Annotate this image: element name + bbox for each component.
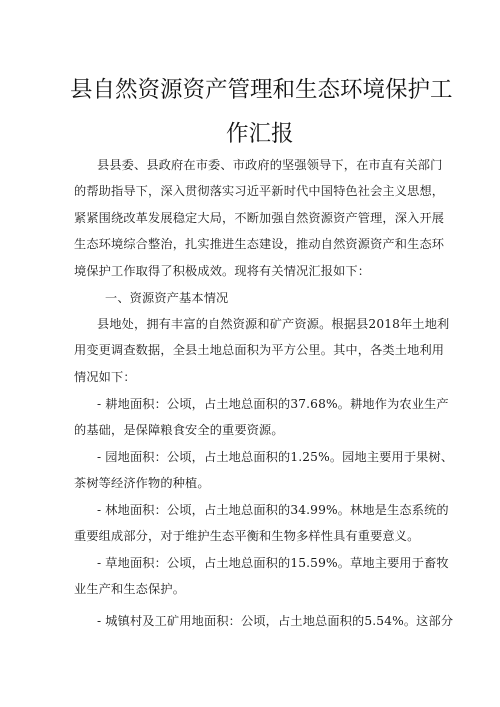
intro-line-1: 县县委、县政府在市委、市政府的坚强领导下，在市直有关部门: [97, 158, 443, 172]
urban-mining-line-1: - 城镇村及工矿用地面积：公顷，占土地总面积的5.54%。这部分: [97, 614, 454, 628]
cropland-line-1: - 耕地面积：公顷，占土地总面积的37.68%。耕地作为农业生产: [97, 397, 449, 411]
document-title-line-1: 县自然资源资产管理和生态环境保护工: [70, 77, 453, 103]
cropland-line-2: 的基础，是保障粮食安全的重要资源。: [74, 423, 284, 437]
section1-line-2: 用变更调查数据，全县土地总面积为平方公里。其中，各类土地利用: [74, 343, 445, 357]
section1-line-3: 情况如下：: [74, 370, 136, 384]
orchard-line-1: - 园地面积：公顷，占土地总面积的1.25%。园地主要用于果树、: [97, 450, 454, 464]
grassland-line-1: - 草地面积：公顷，占土地总面积的15.59%。草地主要用于畜牧: [97, 556, 449, 570]
intro-line-3: 紧紧围绕改革发展稳定大局，不断加强自然资源资产管理，深入开展: [74, 211, 445, 225]
intro-line-4: 生态环境综合整治，扎实推进生态建设，推动自然资源资产和生态环: [74, 237, 445, 251]
intro-line-2: 的帮助指导下，深入贯彻落实习近平新时代中国特色社会主义思想，: [74, 184, 445, 198]
orchard-line-2: 茶树等经济作物的种植。: [74, 476, 210, 490]
grassland-line-2: 业生产和生态保护。: [74, 582, 186, 596]
intro-line-5: 境保护工作取得了积极成效。现将有关情况汇报如下：: [74, 264, 371, 278]
section1-line-1: 县地处，拥有丰富的自然资源和矿产资源。根据县2018年土地利: [97, 317, 450, 331]
section-heading-1: 一、资源资产基本情况: [105, 291, 229, 305]
document-title-line-2: 作汇报: [226, 121, 294, 147]
forest-line-2: 重要组成部分，对于维护生态平衡和生物多样性具有重要意义。: [74, 529, 420, 543]
forest-line-1: - 林地面积：公顷，占土地总面积的34.99%。林地是生态系统的: [97, 503, 449, 517]
